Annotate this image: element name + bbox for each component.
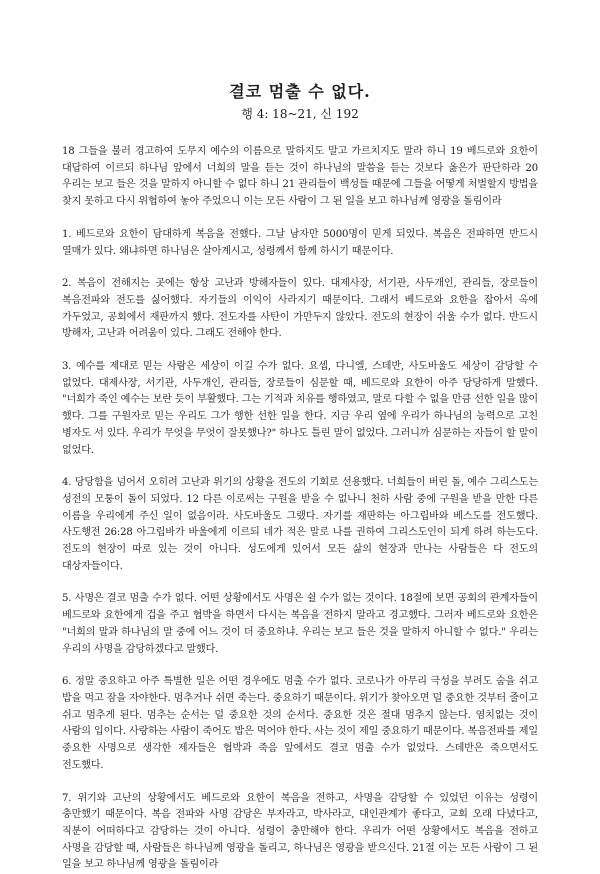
point-2-paragraph: 2. 복음이 전해지는 곳에는 항상 고난과 방해자들이 있다. 대제사장, 서기관, 사두개인, 관리들, 장로들이 복음전파와 전도를 싫어했다. 자기들의 이익이 사라지기 때문이다. 그래서 베드로와 요한을 잡아서 옥에 가두었고, 공회에서 재판까지 했다. 전도자를 사탄이 가만두지 않았다. 전도의 현장이 쉬울 수가 없다. 반드시 방해자, 고난과 어려움이 있다. 그래도 전해야 한다. <box>62 276 538 343</box>
point-4-paragraph: 4. 당당함을 넘어서 오히려 고난과 위기의 상황을 전도의 기회로 선용했다. 너희들이 버린 돌, 예수 그리스도는 성전의 모퉁이 돌이 되었다. 12 다른 이로써는 구원을 받을 수 없나니 천하 사람 중에 구원을 받을 만한 다른 이름을 우리에게 주신 일이 없음이라. 사도바울도 그랬다. 자기를 재판하는 아그립바와 베스도를 전도했다. 사도행전 26:28 아그립바가 바울에게 이르되 네가 적은 말로 나를 권하여 그리스도인이 되게 하려 하는도다. 전도의 현장이 따로 있는 것이 아니다. 성도에게 있어서 모든 삶의 현장과 만나는 사람들은 다 전도의 대상자들이다. <box>62 475 538 575</box>
scripture-passage: 18 그들을 불러 경고하여 도무지 예수의 이름으로 말하지도 말고 가르치지도 말라 하니 19 베드로와 요한이 대답하여 이르되 하나님 앞에서 너희의 말을 듣는 것이 하나님의 말씀을 듣는 것보다 옳은가 판단하라 20 우리는 보고 들은 것을 말하지 아니할 수 없다 하니 21 관리들이 백성들 때문에 그들을 어떻게 처벌할지 방법을 찾지 못하고 다시 위협하여 놓아 주었으니 이는 모든 사람이 그 된 일을 보고 하나님께 영광을 돌림이라 <box>62 144 538 211</box>
scripture-reference: 행 4: 18~21, 신 192 <box>62 106 538 122</box>
point-1-paragraph: 1. 베드로와 요한이 담대하게 복음을 전했다. 그날 남자만 5000명이 믿게 되었다. 복음은 전파하면 반드시 열매가 있다. 왜냐하면 하나님은 살아계시고, 성령께서 함께 하시기 때문이다. <box>62 227 538 260</box>
point-3-paragraph: 3. 예수를 제대로 믿는 사람은 세상이 이길 수가 없다. 요셉, 다니엘, 스데반, 사도바울도 세상이 감당할 수 없었다. 대제사장, 서기관, 사두개인, 관리들, 장로들이 심문할 때, 베드로와 요한이 아주 당당하게 말했다. "너희가 죽인 예수는 보란 듯이 부활했다. 그는 기적과 치유를 행하였고, 말로 다할 수 없을 만큼 선한 일을 많이 했다. 그를 구원자로 믿는 우리도 그가 행한 선한 일을 한다. 지금 우리 옆에 우리가 하나님의 능력으로 고친 병자도 서 있다. 우리가 무엇을 무엇이 잘못했나?" 하나도 틀린 말이 없었다. 그러니까 심문하는 자들이 할 말이 없었다. <box>62 359 538 459</box>
point-7-paragraph: 7. 위기와 고난의 상황에서도 베드로와 요한이 복음을 전하고, 사명을 감당할 수 있었던 이유는 성령이 충만했기 때문이다. 복음 전파와 사명 감당은 부자라고, 박사라고, 대인관계가 좋다고, 교회 오래 다녔다고, 직분이 어떠하다고 감당하는 것이 아니다. 성령이 충만해야 한다. 우리가 어떤 상황에서도 복음을 전하고 사명을 감당할 때, 사람들은 하나님께 영광을 돌리고, 하나님은 영광을 받으신다. 21절 이는 모든 사람이 그 된 일을 보고 하나님께 영광을 돌림이라 <box>62 791 538 874</box>
point-5-paragraph: 5. 사명은 결코 멈출 수가 없다. 어떤 상황에서도 사명은 쉴 수가 없는 것이다. 18절에 보면 공회의 관계자들이 베드로와 요한에게 겁을 주고 협박을 하면서 다시는 복음을 전하지 말라고 경고했다. 그러자 베드로와 요한은 "너희의 말과 하나님의 말 중에 어느 것이 더 중요하냐. 우리는 보고 들은 것을 말하지 아니할 수 없다." 우리는 우리의 사명을 감당하겠다고 말했다. <box>62 591 538 658</box>
document-title: 결코 멈출 수 없다. <box>62 82 538 102</box>
point-6-paragraph: 6. 정말 중요하고 아주 특별한 일은 어떤 경우에도 멈출 수가 없다. 코로나가 아무리 극성을 부려도 숨을 쉬고 밥을 먹고 잠을 자야한다. 멈추거나 쉬면 죽는다. 중요하기 때문이다. 위기가 찾아오면 덜 중요한 것부터 줄이고 쉬고 멈추게 된다. 멈추는 순서는 덜 중요한 것의 순서다. 중요한 것은 절대 멈추지 않는다. 염치없는 것이 사람의 입이다. 사랑하는 사람이 죽어도 밥은 먹어야 한다. 사는 것이 제일 중요하기 때문이다. 복음전파를 제일 중요한 사명으로 생각한 제자들은 협박과 죽음 앞에서도 결코 멈출 수가 없었다. 스데반은 죽으면서도 전도했다. <box>62 674 538 774</box>
